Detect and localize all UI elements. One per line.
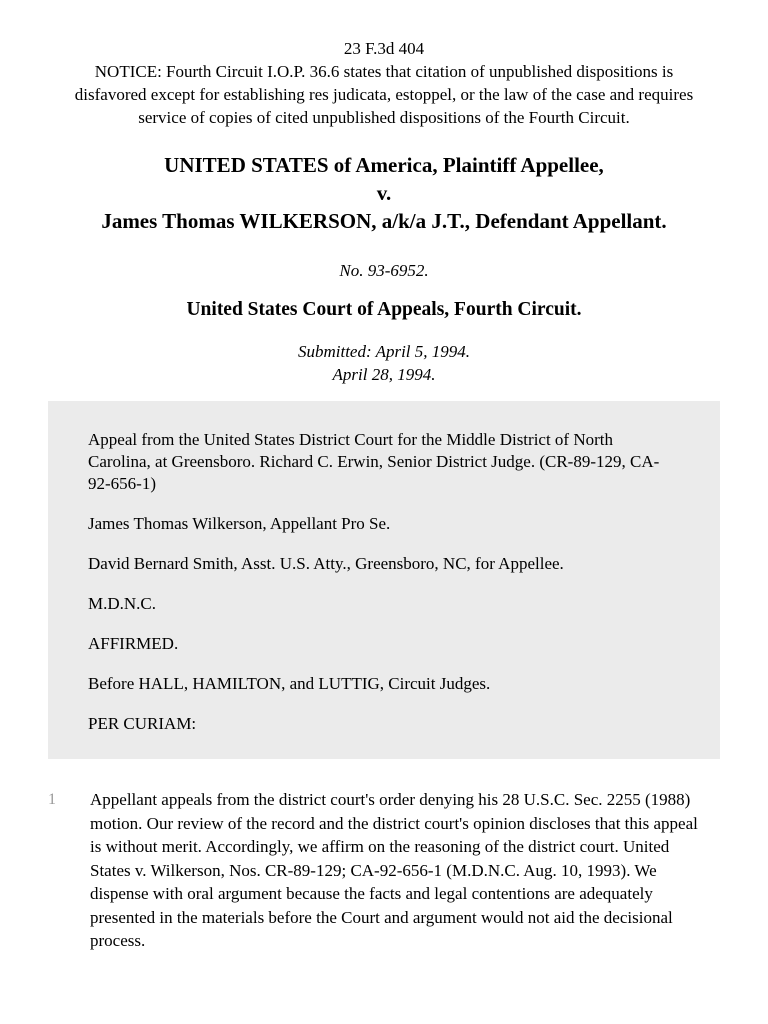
docket-number: No. 93-6952. (339, 261, 429, 280)
paragraph-number: 1 (48, 791, 56, 808)
front-matter (0, 0, 768, 386)
headnote-appellant-counsel: James Thomas Wilkerson, Appellant Pro Se. (88, 514, 391, 533)
headnote-per-curiam: PER CURIAM: (88, 714, 197, 733)
headnote-appellee-counsel: David Bernard Smith, Asst. U.S. Atty., Greensboro, NC, for Appellee. (88, 554, 564, 573)
headnote-appeal-source: Appeal from the United States District Court for the Middle District of North Carolina, at Greensboro. Richard C. Erwin, Senior District Judge. (CR-89-129, CA-92-656-1) (88, 430, 660, 493)
court-name: United States Court of Appeals, Fourth Circuit. (186, 299, 582, 320)
case-title (0, 151, 768, 235)
case-title-plaintiff: UNITED STATES of America, Plaintiff Appellee, (164, 153, 604, 177)
reporter-citation: 23 F.3d 404 (343, 39, 425, 58)
case-title-versus: v. (376, 181, 392, 205)
unpublished-notice: NOTICE: Fourth Circuit I.O.P. 36.6 states that citation of unpublished dispositions is disfavored except for establishing res judicata, estoppel, or the law of the case and requires service of copies of cited unpublished dispositions of the Fourth Circuit. (74, 62, 694, 127)
case-title-defendant: James Thomas WILKERSON, a/k/a J.T., Defendant Appellant. (101, 209, 667, 233)
decided-date: April 28, 1994. (332, 365, 436, 384)
headnote-disposition: AFFIRMED. (88, 634, 179, 653)
headnote-box (48, 401, 720, 759)
paragraph-text: Appellant appeals from the district court's order denying his 28 U.S.C. Sec. 2255 (1988) motion. Our review of the record and the district court's opinion discloses that this appeal is without merit. Accordingly, we affirm on the reasoning of the district court. United States v. Wilkerson, Nos. CR-89-129; CA-92-656-1 (M.D.N.C. Aug. 10, 1993). We dispense with oral argument because the facts and legal contentions are adequately presented in the materials before the Court and argument would not aid the decisional process. (90, 790, 698, 950)
submitted-date: Submitted: April 5, 1994. (297, 342, 471, 361)
case-dates (0, 340, 768, 386)
opinion-paragraph (48, 788, 713, 953)
headnote-district: M.D.N.C. (88, 594, 157, 613)
headnote-panel: Before HALL, HAMILTON, and LUTTIG, Circuit Judges. (88, 674, 491, 693)
